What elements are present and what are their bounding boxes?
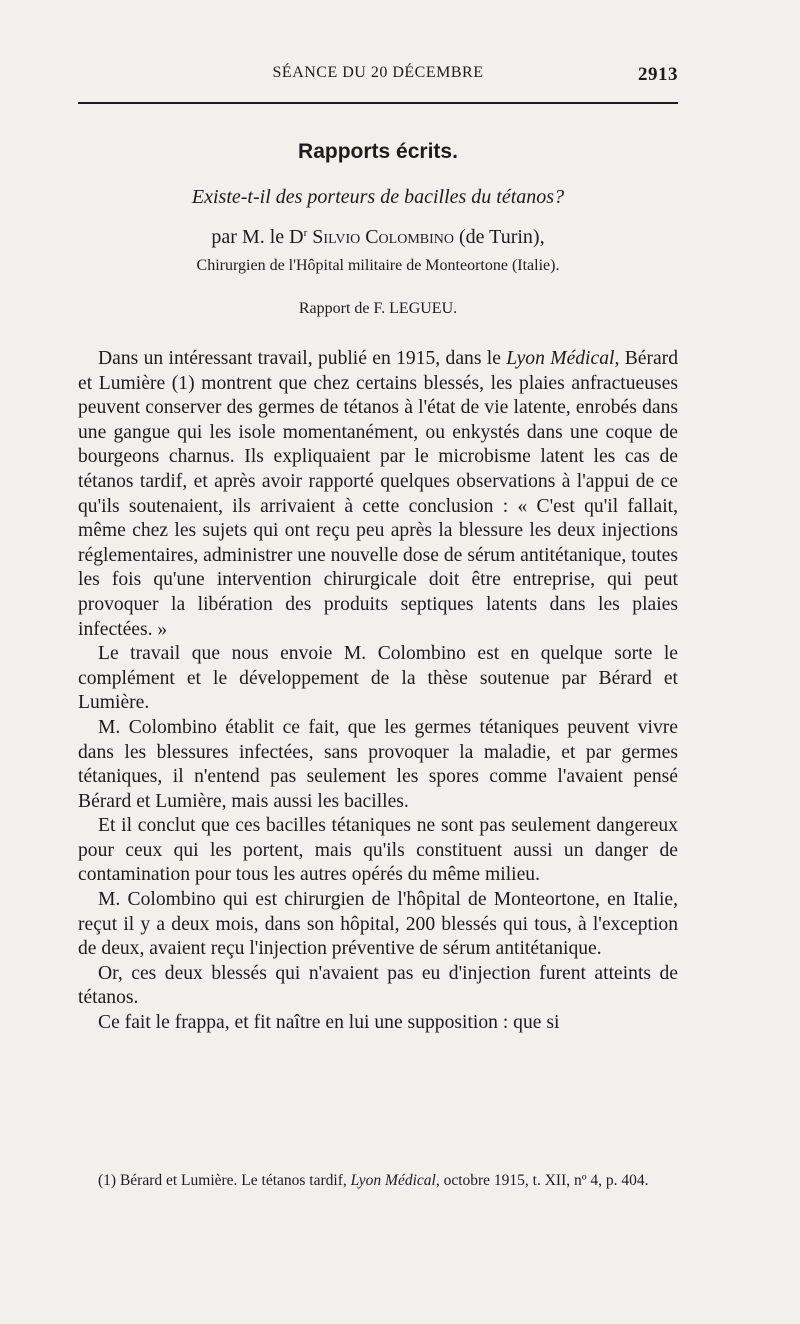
byline-sup: r: [303, 227, 308, 239]
section-heading: Rapports écrits.: [298, 140, 458, 163]
header-rule: [78, 102, 678, 104]
footnote-end: , octobre 1915, t. XII, nº 4, p. 404.: [435, 1172, 649, 1189]
footnote-start: (1) Bérard et Lumière. Le tétanos tardif,: [98, 1172, 351, 1189]
footnote-text: [78, 1170, 678, 1192]
footnote-journal: Lyon Médical: [350, 1172, 436, 1189]
article-title: Existe-t-il des porteurs de bacilles du tétanos?: [191, 186, 565, 208]
paragraph-7: Ce fait le frappa, et fit naître en lui une supposition : que si: [98, 1012, 560, 1034]
paragraph-6: Or, ces deux blessés qui n'avaient pas eu d'injection furent atteints de tétanos.: [78, 962, 678, 1009]
paragraph-3: M. Colombino établit ce fait, que les germes tétaniques peuvent vivre dans les blessures infectées, sans provoquer la maladie, et par germes tétaniques, il n'entend pas seulement les spores comme l'avaient pensé Bérard et Lumière, mais aussi les bacilles.: [78, 716, 678, 812]
paragraph-4: Et il conclut que ces bacilles tétaniques ne sont pas seulement dangereux pour ceux qui les portent, mais qu'ils constituent aussi un danger de contamination pour tous les autres opérés du même milieu.: [78, 815, 678, 886]
article-byline: [78, 226, 678, 249]
header-title: SÉANCE DU 20 DÉCEMBRE: [272, 64, 484, 81]
byline-prefix: par M. le D: [211, 226, 304, 248]
running-header: [78, 64, 678, 88]
paragraph-1: [78, 347, 678, 642]
p1-rest: , Bérard et Lumière (1) montrent que chez certains blessés, les plaies anfractueuses peuvent conserver des germes de tétanos à l'état de vie latente, enrobés dans une gangue qui les isole momentanément, ou enkystés dans une coque de bourgeons charnus. Ils expliquaient par le microbisme latent les cas de tétanos tardif, et après avoir rapporté quelques observations à l'appui de ce qu'ils soutenaient, ils arrivaient à cette conclusion : « C'est qu'il fallait, même chez les sujets qui ont reçu peu après la blessure les deux injections réglementaires, administrer une nouvelle dose de sérum antitétanique, toutes les fois qu'une intervention chirurgicale doit être entreprise, qui peut provoquer la libération des produits septiques latents dans les plaies infectées. »: [78, 348, 679, 640]
page-number: 2913: [638, 64, 678, 85]
byline-suffix: (de Turin),: [459, 226, 545, 248]
p1-journal: Lyon Médical: [506, 348, 615, 369]
author-name: Silvio Colombino: [312, 226, 454, 248]
author-affiliation: Chirurgien de l'Hôpital militaire de Monteortone (Italie).: [196, 257, 560, 274]
paragraph-2: Le travail que nous envoie M. Colombino est en quelque sorte le complément et le développement de la thèse soutenue par Bérard et Lumière.: [78, 643, 678, 714]
footnote: [78, 1170, 678, 1192]
article-body: [78, 347, 678, 1036]
paragraph-5: M. Colombino qui est chirurgien de l'hôpital de Monteortone, en Italie, reçut il y a deux mois, dans son hôpital, 200 blessés qui tous, à l'exception de deux, avaient reçu l'injection préventive de sérum antitétanique.: [78, 889, 678, 960]
report-attribution: Rapport de F. LEGUEU.: [298, 300, 458, 317]
p1-start: Dans un intéressant travail, publié en 1915, dans le: [98, 348, 507, 369]
